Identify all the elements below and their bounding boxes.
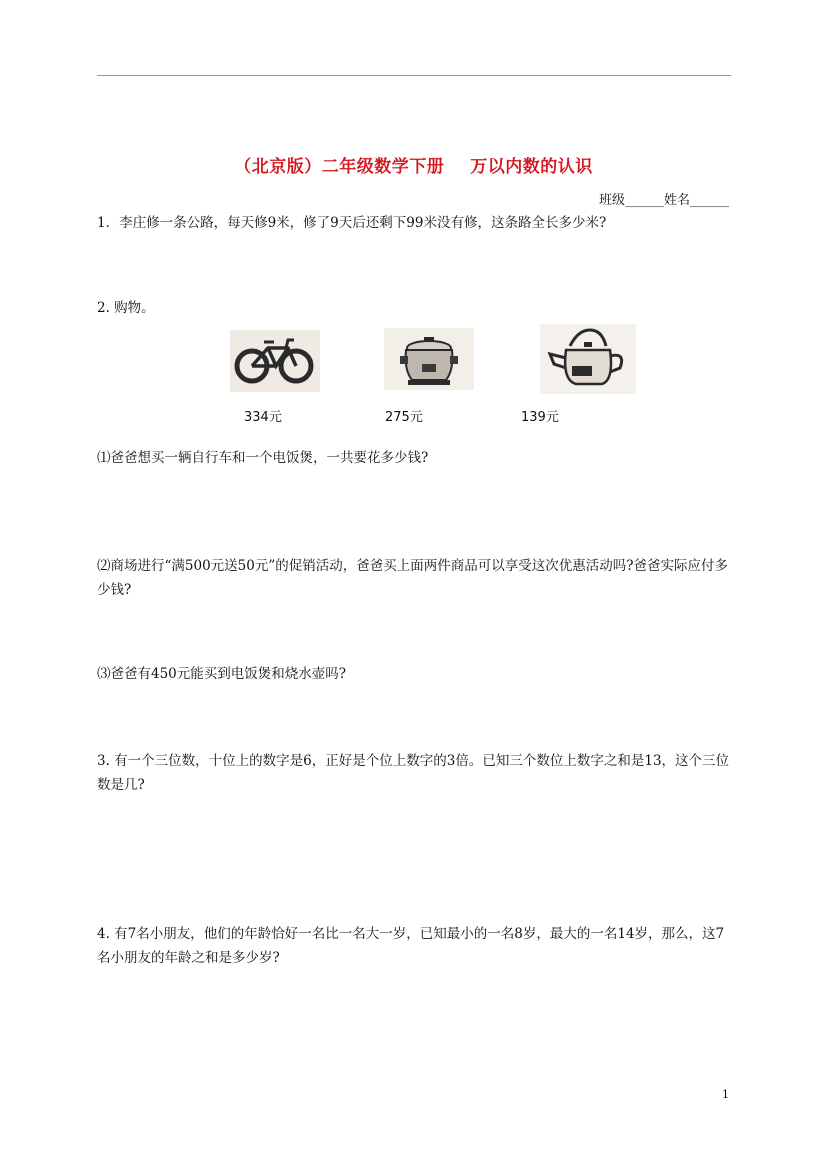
question-2-sub2: ⑵商场进行“满500元送50元”的促销活动，爸爸买上面两件商品可以享受这次优惠活动吗?爸爸实际应付多少钱? xyxy=(97,558,728,598)
bicycle-icon xyxy=(230,330,320,392)
rice-cooker-icon xyxy=(384,328,474,390)
kettle-icon xyxy=(540,324,636,394)
question-1: 1．李庄修一条公路，每天修9米，修了9天后还剩下99米没有修，这条路全长多少米? xyxy=(97,215,607,231)
question-3: 3. 有一个三位数，十位上的数字是6，正好是个位上数字的3倍。已知三个数位上数字之和是13，这个三位数是几? xyxy=(97,753,730,793)
title-part2: 万以内数的认识 xyxy=(470,157,593,177)
question-4: 4. 有7名小朋友，他们的年龄恰好一名比一名大一岁，已知最小的一名8岁，最大的一名14岁，那么，这7名小朋友的年龄之和是多少岁? xyxy=(97,926,725,966)
page-number: 1 xyxy=(722,1088,729,1101)
price-rice-cooker: 275元 xyxy=(385,410,423,425)
price-kettle: 139元 xyxy=(521,410,559,425)
page-title xyxy=(0,152,827,177)
question-2-sub1: ⑴爸爸想买一辆自行车和一个电饭煲，一共要花多少钱? xyxy=(97,450,429,466)
price-bicycle: 334元 xyxy=(244,410,282,425)
question-2-sub3: ⑶爸爸有450元能买到电饭煲和烧水壶吗? xyxy=(97,666,347,682)
header-rule xyxy=(97,75,731,76)
title-part1: （北京版）二年级数学下册 xyxy=(234,157,445,177)
question-2-title: 2. 购物。 xyxy=(97,300,155,316)
class-name-field: 班级______姓名______ xyxy=(598,193,729,208)
